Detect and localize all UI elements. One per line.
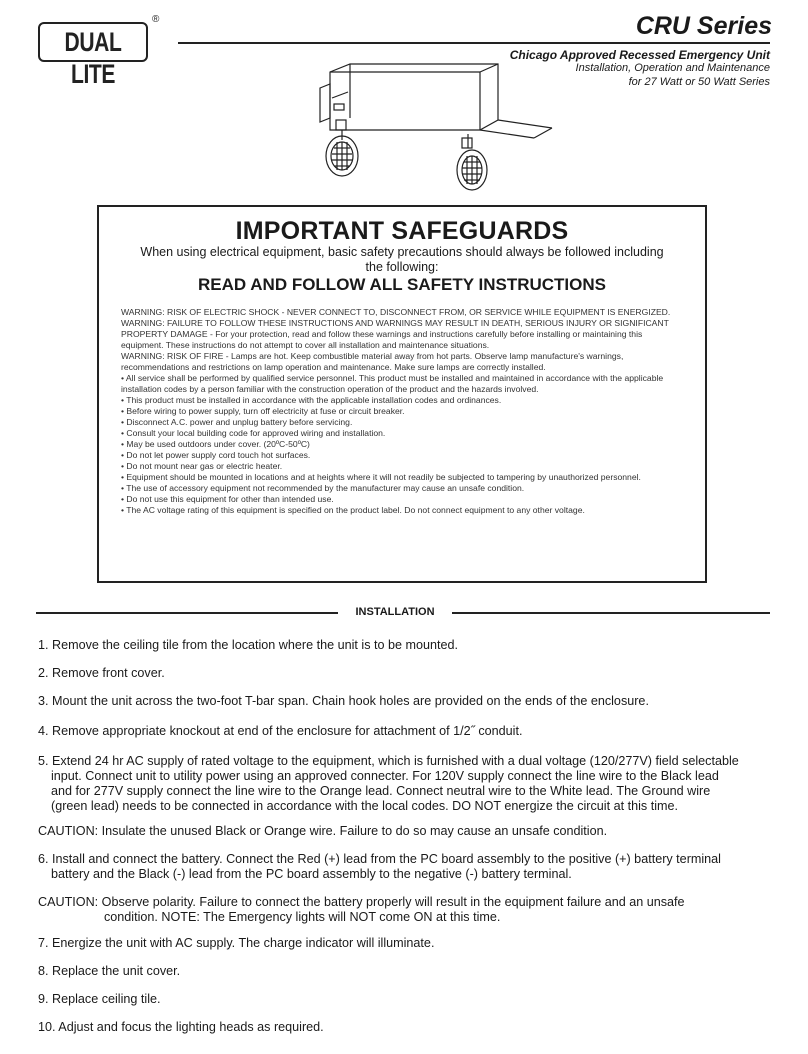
product-illustration [312, 58, 562, 198]
warning-item: • Before wiring to power supply, turn off electricity at fuse or circuit breaker. [121, 406, 405, 416]
installation-heading: INSTALLATION [355, 606, 435, 618]
safeguards-panel [97, 205, 707, 583]
step-1: 1. Remove the ceiling tile from the location where the unit is to be mounted. [38, 638, 459, 652]
warning-item: • The use of accessory equipment not recommended by the manufacturer may cause an unsafe condition. [121, 483, 525, 493]
warning-item: • The AC voltage rating of this equipment is specified on the product label. Do not connect equipment to any other voltage. [121, 505, 585, 515]
logo-text: DUAL LITE [64, 27, 122, 89]
safety-instructions-heading: READ AND FOLLOW ALL SAFETY INSTRUCTIONS [198, 275, 606, 294]
step-5-line: 5. Extend 24 hr AC supply of rated voltage to the equipment, which is furnished with a dual voltage (120/277V) field selectable [38, 754, 739, 768]
step-6-line: 6. Install and connect the battery. Connect the Red (+) lead from the PC board assembly to the positive (+) battery terminal [38, 852, 721, 866]
warning-item: WARNING: RISK OF FIRE - Lamps are hot. Keep combustible material away from hot parts. Observe lamp manufacture's warnings, recommendations and restrictions on lamp operation and maintenance. Make sure lamps are correctly installed. [121, 351, 624, 372]
warning-item: • All service shall be performed by qualified service personnel. This product must be installed and maintained in accordance with the applicable installation codes by a person familiar with the construction operation of the product and the hazards involved. [121, 373, 664, 394]
warning-item: • This product must be installed in accordance with the applicable installation codes and ordinances. [121, 395, 502, 405]
caution-2-line: condition. NOTE: The Emergency lights will NOT come ON at this time. [104, 910, 501, 924]
step-2: 2. Remove front cover. [38, 666, 165, 680]
step-6-line: battery and the Black (-) lead from the PC board assembly to the negative (-) battery terminal. [51, 867, 572, 881]
step-4: 4. Remove appropriate knockout at end of the enclosure for attachment of 1/2˝ conduit. [38, 724, 523, 738]
step-8: 8. Replace the unit cover. [38, 964, 181, 978]
safeguards-intro: When using electrical equipment, basic safety precautions should always be followed including the following: [140, 245, 664, 274]
step-5-line: (green lead) needs to be connected in accordance with the local codes. DO NOT energize the circuit at this time. [51, 799, 678, 813]
step-6 [38, 852, 778, 882]
step-10: 10. Adjust and focus the lighting heads as required. [38, 1020, 324, 1034]
warning-item: WARNING: FAILURE TO FOLLOW THESE INSTRUCTIONS AND WARNINGS MAY RESULT IN DEATH, SERIOUS INJURY OR SIGNIFICANT PROPERTY DAMAGE - For your protection, read and follow these warnings and instructions carefully before installing or maintaining this equipment. These instructions do not attempt to cover all installation and maintenance situations. [121, 318, 669, 350]
caution-2-line: CAUTION: Observe polarity. Failure to connect the battery properly will result in the equipment failure and an unsafe [38, 895, 685, 909]
step-5-line: input. Connect unit to utility power using an approved connecter. For 120V supply connect the line wire to the Black lead [51, 769, 719, 783]
warning-item: • May be used outdoors under cover. (20ºC-50ºC) [121, 439, 310, 449]
installation-rule-left [36, 612, 338, 614]
step-3: 3. Mount the unit across the two-foot T-bar span. Chain hook holes are provided on the ends of the enclosure. [38, 694, 649, 708]
safeguards-title: IMPORTANT SAFEGUARDS [235, 217, 569, 245]
step-5-line: and for 277V supply connect the line wire to the Orange lead. Connect neutral wire to the White lead. The Ground wire [51, 784, 711, 798]
safety-warnings-list [121, 307, 681, 516]
installation-rule-right [452, 612, 770, 614]
step-7: 7. Energize the unit with AC supply. The charge indicator will illuminate. [38, 936, 435, 950]
header-rule [178, 42, 770, 44]
step-9: 9. Replace ceiling tile. [38, 992, 161, 1006]
caution-2 [38, 895, 778, 925]
warning-item: • Do not use this equipment for other than intended use. [121, 494, 334, 504]
warning-item: WARNING: RISK OF ELECTRIC SHOCK - NEVER CONNECT TO, DISCONNECT FROM, OR SERVICE WHILE EQUIPMENT IS ENERGIZED. [121, 307, 671, 317]
series-title: CRU Series [635, 12, 772, 40]
caution-1: CAUTION: Insulate the unused Black or Orange wire. Failure to do so may cause an unsafe condition. [38, 824, 608, 838]
warning-item: • Do not let power supply cord touch hot surfaces. [121, 450, 311, 460]
registered-mark: ® [152, 14, 160, 25]
document-type: Installation, Operation and Maintenance [575, 62, 770, 74]
warning-item: • Do not mount near gas or electric heater. [121, 461, 283, 471]
product-subtitle: Chicago Approved Recessed Emergency Unit [509, 48, 770, 62]
brand-logo [38, 22, 162, 89]
step-5 [38, 754, 778, 814]
warning-item: • Disconnect A.C. power and unplug battery before servicing. [121, 417, 353, 427]
warning-item: • Consult your local building code for approved wiring and installation. [121, 428, 386, 438]
wattage-note: for 27 Watt or 50 Watt Series [628, 76, 770, 88]
warning-item: • Equipment should be mounted in locations and at heights where it will not readily be subjected to tampering by unauthorized personnel. [121, 472, 641, 482]
